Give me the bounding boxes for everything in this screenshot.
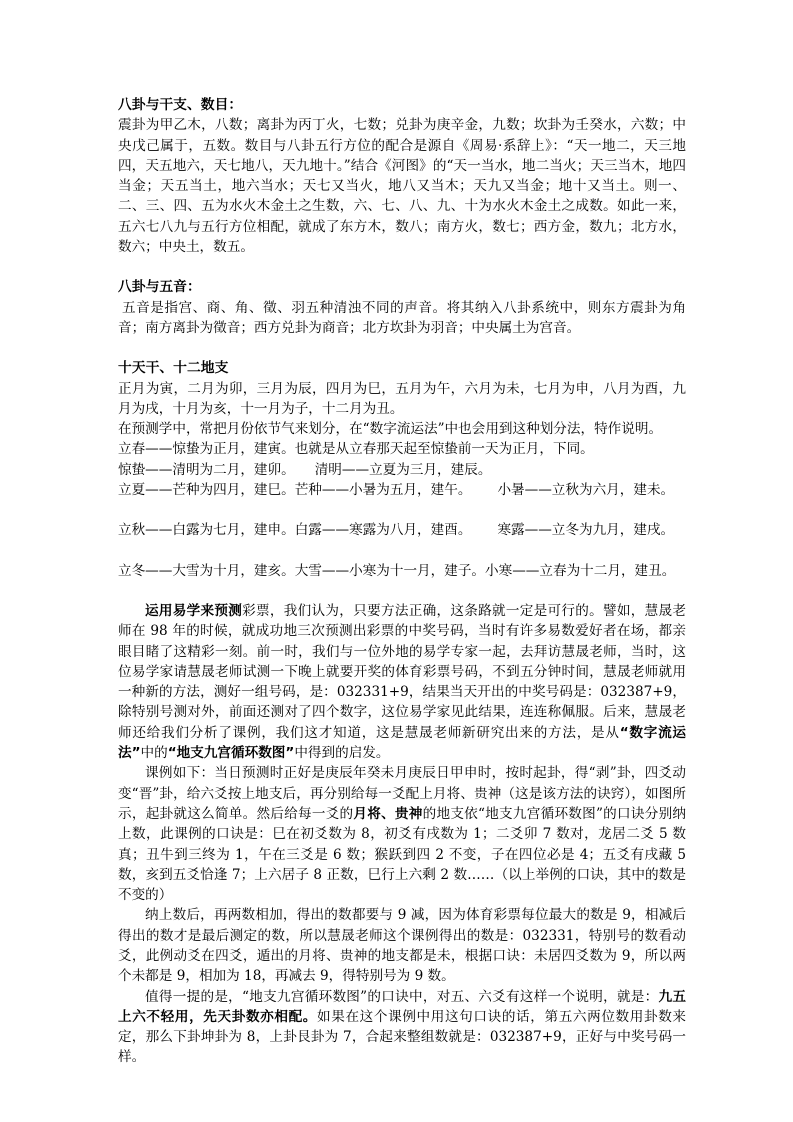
case-example-text-b: 的地支依“地支九宫循环数图”的口诀分别纳上数，此课例的口诀是：巳在初爻数为 8，初爻有戌数为 1；二爻卯 7 数对，龙居二爻 5 数真；丑牛到三终为 1，午在三爻是 6 数；猴跃到四 2 不变，子在四位必是 4；五爻有戌藏 5 数，亥到五爻恰逢 7；上六居子 8 正数，巳行上六剩 2 数……（以上举例的口诀，其中的数是不变的） [118, 805, 687, 904]
section-title-bagua-wuyin: 八卦与五音： [118, 279, 201, 296]
bold-phrase-yuejiang-guishen: 月将、贵神 [353, 805, 423, 822]
paragraph-conclusion [118, 987, 686, 1068]
paragraph-bagua-ganzhi: 震卦为甲乙木，八数；离卦为丙丁火，七数；兑卦为庚辛金，九数；坎卦为壬癸水，六数；中央戊己属于，五数。数目与八卦五行方位的配合是源自《周易·系辞上》：“天一地二，天三地四，天五地六，天七地八，天九地十。”结合《河图》的“天一当水，地二当火；天三当木，地四当金；天五当土，地六当水；天七又当火，地八又当木；天九又当金；地十又当土。则一、二、三、四、五为水火木金土之生数，六、七、八、九、十为水火木金土之成数。如此一来，五六七八九与五行方位相配，就成了东方木，数八；南方火，数七；西方金，数九；北方水，数六；中央土，数五。 [118, 117, 686, 256]
case-example-text-a: 课例如下：当日预测时正好是庚辰年癸未月庚辰日甲申时，按时起卦，得“剥”卦，四爻动变“晋”卦，给六爻按上地支后，再分别给每一爻配上月将、贵神（这是该方法的诀窍），如图所示，起卦就这么简单。然后给每一爻的 [118, 765, 686, 822]
paragraph-case-example [118, 763, 686, 905]
jieqi-line-5: 立冬——大雪为十月，建亥。大雪——小寒为十一月，建子。小寒——立春为十二月，建丑。 [118, 562, 676, 579]
lottery-intro-end: 中得到的启发。 [294, 745, 390, 762]
paragraph-calculation: 纳上数后，再两数相加，得出的数都要与 9 减，因为体育彩票每位最大的数是 9，相减后得出的数才是最后测定的数，所以慧晟老师这个课例得出的数是：032331，特别号的数看动爻，此例动爻在四爻，遁出的月将、贵神的地支都是未，根据口诀：未居四爻数为 9，所以两个未都是 9，相加为 18，再减去 9，得特别号为 9 数。 [118, 907, 686, 985]
paragraph-jieqi-note: 在预测学中，常把月份依节气来划分，在“数字流运法”中也会用到这种划分法，特作说明。 [118, 421, 663, 438]
jieqi-line-3-a: 立夏——芒种为四月，建巳。芒种——小暑为五月，建午。 [118, 482, 472, 499]
lottery-intro-mid: 中的 [140, 745, 168, 762]
bold-phrase-shuziliuyunfa: “数字流运法” [118, 724, 687, 762]
section-title-bagua-ganzhi: 八卦与干支、数目： [118, 97, 243, 113]
bold-phrase-yixue: 运用易学来预测 [145, 602, 243, 619]
jieqi-line-3-b: 小暑——立秋为六月，建未。 [497, 482, 675, 499]
jieqi-line-2-b: 清明——立夏为三月，建辰。 [314, 461, 492, 478]
document-page [118, 95, 686, 1068]
conclusion-text-b: 如果在这个课例中用这句口诀的话，第五六两位数用卦数来定，那么下卦坤卦为 8，上卦艮卦为 7，合起来整组数就是：032387+9，正好与中奖号码一样。 [118, 1008, 687, 1066]
lottery-intro-text: 彩票，我们认为，只要方法正确，这条路就一定是可行的。譬如，慧晟老师在 98 年的时候，就成功地三次预测出彩票的中奖号码，当时有许多易数爱好者在场，都亲眼目睹了这精彩一刻。前一时，我们与一位外地的易学专家一起，去拜访慧晟老师，当时，这位易学家请慧晟老师试测一下晚上就要开奖的体育彩票号码，不到五分钟时间，慧晟老师就用一种新的方法，测好一组号码，是：032331+9，结果当天开出的中奖号码是：032387+9，除特别号测对外，前面还测对了四个数字，这位易学家见此结果，连连称佩服。后来，慧晟老师还给我们分析了课例，我们这才知道，这是慧晟老师新研究出来的方法，是从 [118, 602, 687, 741]
jieqi-line-3 [118, 480, 686, 500]
bold-phrase-jiuwu-shangliu: 九五上六不轻用，先天卦数亦相配。 [118, 988, 687, 1025]
paragraph-lottery-intro [118, 601, 686, 763]
jieqi-line-4 [118, 520, 686, 540]
jieqi-line-4-a: 立秋——白露为七月，建申。白露——寒露为八月，建酉。 [118, 522, 472, 539]
jieqi-line-4-b: 寒露——立冬为九月，建戌。 [497, 522, 675, 539]
jieqi-line-2-a: 惊蛰——清明为二月，建卯。 [118, 461, 295, 478]
paragraph-bagua-wuyin: 五音是指宫、商、角、徵、羽五种清浊不同的声音。将其纳入八卦系统中，则东方震卦为角音；南方离卦为徵音；西方兑卦为商音；北方坎卦为羽音；中央属土为宫音。 [118, 299, 686, 336]
jieqi-line-2 [118, 460, 686, 480]
jieqi-line-1: 立春——惊蛰为正月，建寅。也就是从立春那天起至惊蛰前一天为正月，下同。 [118, 441, 594, 458]
section-title-tiangan-dizhi: 十天干、十二地支 [118, 360, 229, 377]
bold-phrase-dizhi-jiugong: “地支九宫循环数图” [167, 745, 295, 762]
conclusion-text-a: 值得一提的是，“地支九宫循环数图”的口诀中，对五、六爻有这样一个说明，就是： [145, 988, 659, 1005]
paragraph-months: 正月为寅，二月为卯，三月为辰，四月为巳，五月为午，六月为未，七月为申，八月为酉，九月为戌，十月为亥，十一月为子，十二月为丑。 [118, 380, 686, 417]
